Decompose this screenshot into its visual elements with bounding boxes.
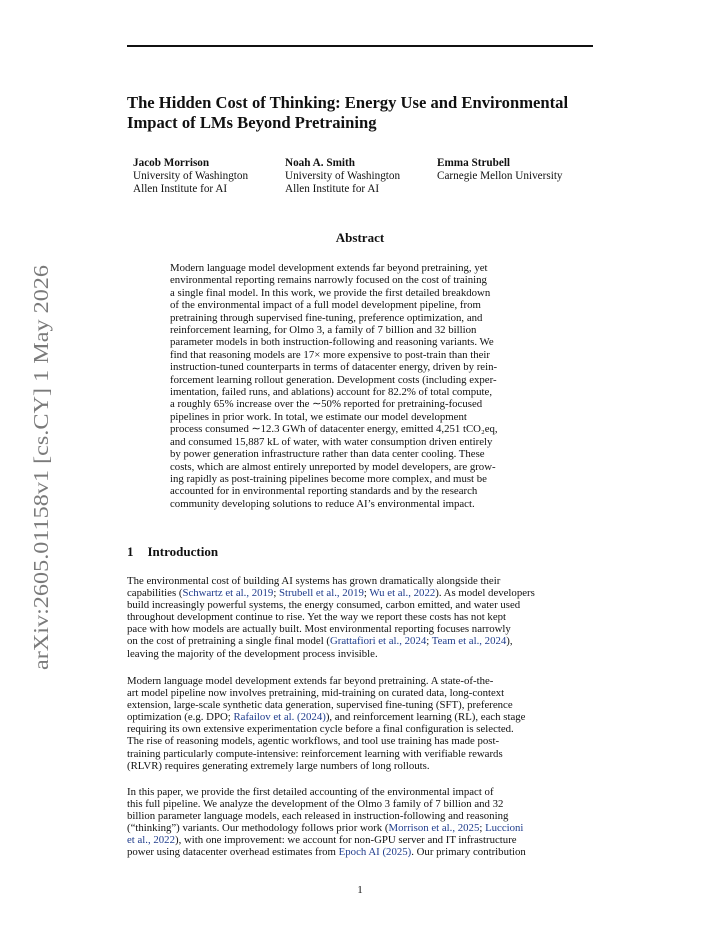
- paragraph-line: capabilities (Schwartz et al., 2019; Strubell et al., 2019; Wu et al., 2022). As model developers: [127, 587, 535, 600]
- author-name: Emma Strubell: [437, 157, 511, 169]
- paragraph-line: In this paper, we provide the first detailed accounting of the environmental impact of: [127, 786, 494, 798]
- paragraph-line: requiring its own extensive experimentation cycle before a final configuration is selected.: [127, 723, 514, 736]
- paragraph-line: Modern language model development extends far beyond pretraining. A state-of-the-: [127, 675, 494, 687]
- abstract-line: forcement learning rollout generation. Development costs (including exper-: [170, 373, 497, 386]
- paragraph-line: pace with how models are actually built. Most environmental reporting focuses narrowly: [127, 623, 511, 636]
- abstract-heading: Abstract: [335, 230, 385, 245]
- paragraph-3: [127, 786, 595, 859]
- citation-link[interactable]: Epoch AI (2025): [338, 846, 412, 859]
- title-line: The Hidden Cost of Thinking: Energy Use and Environmental: [127, 93, 569, 112]
- paragraph-line: et al., 2022), with one improvement: we account for non-GPU server and IT infrastructure: [127, 834, 517, 847]
- paragraph-2: [127, 675, 595, 772]
- citation-link[interactable]: Wu et al., 2022: [369, 587, 436, 600]
- paragraph-line: this full pipeline. We analyze the development of the Olmo 3 family of 7 billion and 32: [127, 798, 504, 811]
- abstract-line: costs, which are almost entirely unreported by model developers, are grow-: [170, 460, 496, 473]
- author-affiliation: University of Washington: [133, 170, 249, 182]
- paragraph-line: throughout development continue to rise. Yet the way we report these costs has not kept: [127, 611, 507, 624]
- abstract-line: a roughly 65% increase over the ∼50% reported for pretraining-focused: [170, 398, 483, 411]
- abstract-line: accounted for in environmental reporting standards and by the research: [170, 485, 478, 498]
- author-affiliation: University of Washington: [285, 170, 401, 182]
- paragraph-line: The environmental cost of building AI systems has grown dramatically alongside their: [127, 575, 501, 587]
- author-affiliation: Allen Institute for AI: [133, 183, 228, 195]
- arxiv-identifier: arXiv:2605.01158v1 [cs.CY] 1 May 2026: [29, 318, 53, 670]
- citation-link[interactable]: Luccioni: [485, 822, 524, 835]
- abstract-line: a single final model. In this work, we provide the first detailed breakdown: [170, 286, 491, 299]
- abstract-line: process consumed ∼12.3 GWh of datacenter energy, emitted 4,251 tCO₂eq,: [170, 423, 498, 436]
- abstract-line: pipelines in prior work. In total, we estimate our model development: [170, 410, 467, 423]
- abstract-line: community developing solutions to reduce AI’s environmental impact.: [170, 497, 475, 510]
- section-title: Introduction: [147, 544, 219, 559]
- section-heading-introduction: [127, 544, 218, 560]
- paragraph-line: optimization (e.g. DPO; Rafailov et al. (2024)), and reinforcement learning (RL), each stage: [127, 711, 526, 724]
- paragraph-line: art model pipeline now involves pretraining, mid-training on curated data, long-context: [127, 687, 505, 700]
- author-1: [133, 157, 248, 196]
- arxiv-stamp: [18, 262, 58, 672]
- paper-title: [127, 93, 607, 133]
- abstract-line: pretraining through supervised fine-tuning, preference optimization, and: [170, 311, 483, 324]
- abstract-text: [170, 262, 552, 510]
- abstract-line: find that reasoning models are 17× more expensive to post-train than their: [170, 348, 491, 361]
- paragraph-line: billion parameter language models, each released in instruction-following and reasoning: [127, 810, 509, 823]
- abstract-line: and consumed 15,887 kL of water, with water consumption driven entirely: [170, 435, 493, 448]
- citation-link[interactable]: Team et al., 2024: [431, 635, 507, 648]
- paragraph-line: on the cost of pretraining a single final model (Grattafiori et al., 2024; Team et al., 2024),: [127, 635, 513, 648]
- abstract-line: of the environmental impact of a full model development pipeline, from: [170, 299, 481, 312]
- paragraph-line: build increasingly powerful systems, the energy consumed, carbon emitted, and water used: [127, 599, 521, 612]
- paragraph-line: (RLVR) requires generating extremely large numbers of long rollouts.: [127, 759, 430, 772]
- abstract-line: instruction-tuned counterparts in terms of datacenter energy, driven by rein-: [170, 361, 498, 374]
- author-affiliation: Allen Institute for AI: [285, 183, 380, 195]
- abstract-line: ing rapidly as post-training pipelines become more complex, and must be: [170, 472, 487, 485]
- author-3: [437, 157, 563, 183]
- paragraph-line: power using datacenter overhead estimates from Epoch AI (2025). Our primary contribution: [127, 846, 526, 859]
- author-2: [285, 157, 400, 196]
- citation-link[interactable]: Rafailov et al. (2024): [233, 711, 326, 724]
- section-number: 1: [127, 544, 134, 559]
- paragraph-line: The rise of reasoning models, agentic workflows, and tool use training has made post-: [127, 735, 500, 748]
- author-name: Jacob Morrison: [133, 157, 210, 169]
- abstract-line: reinforcement learning, for Olmo 3, a family of 7 billion and 32 billion: [170, 324, 477, 337]
- abstract-line: Modern language model development extends far beyond pretraining, yet: [170, 262, 488, 274]
- page-number: 1: [357, 884, 363, 896]
- abstract-line: parameter models in both instruction-following and reasoning variants. We: [170, 336, 494, 349]
- citation-link[interactable]: et al., 2022: [127, 834, 175, 847]
- paragraph-1: [127, 575, 595, 660]
- abstract-line: imentation, failed runs, and ablations) account for 82.2% of total compute,: [170, 386, 493, 399]
- title-line: Impact of LMs Beyond Pretraining: [127, 113, 377, 132]
- abstract-line: by power generation infrastructure rather than data center cooling. These: [170, 448, 485, 461]
- citation-link[interactable]: Schwartz et al., 2019: [182, 587, 274, 600]
- citation-link[interactable]: Grattafiori et al., 2024: [330, 635, 427, 648]
- citation-link[interactable]: Morrison et al., 2025: [388, 822, 480, 835]
- paragraph-line: extension, large-scale synthetic data generation, supervised fine-tuning (SFT), preference: [127, 699, 513, 712]
- abstract-line: environmental reporting remains narrowly focused on the cost of training: [170, 274, 487, 287]
- paragraph-line: training particularly compute-intensive: reinforcement learning with verifiable rewards: [127, 747, 503, 760]
- citation-link[interactable]: Strubell et al., 2019: [279, 587, 364, 600]
- paragraph-line: leaving the majority of the development process invisible.: [127, 647, 378, 660]
- top-rule: [127, 45, 593, 47]
- author-name: Noah A. Smith: [285, 157, 355, 169]
- paragraph-line: (“thinking”) variants. Our methodology follows prior work (Morrison et al., 2025; Luccioni: [127, 822, 524, 835]
- author-affiliation: Carnegie Mellon University: [437, 170, 563, 182]
